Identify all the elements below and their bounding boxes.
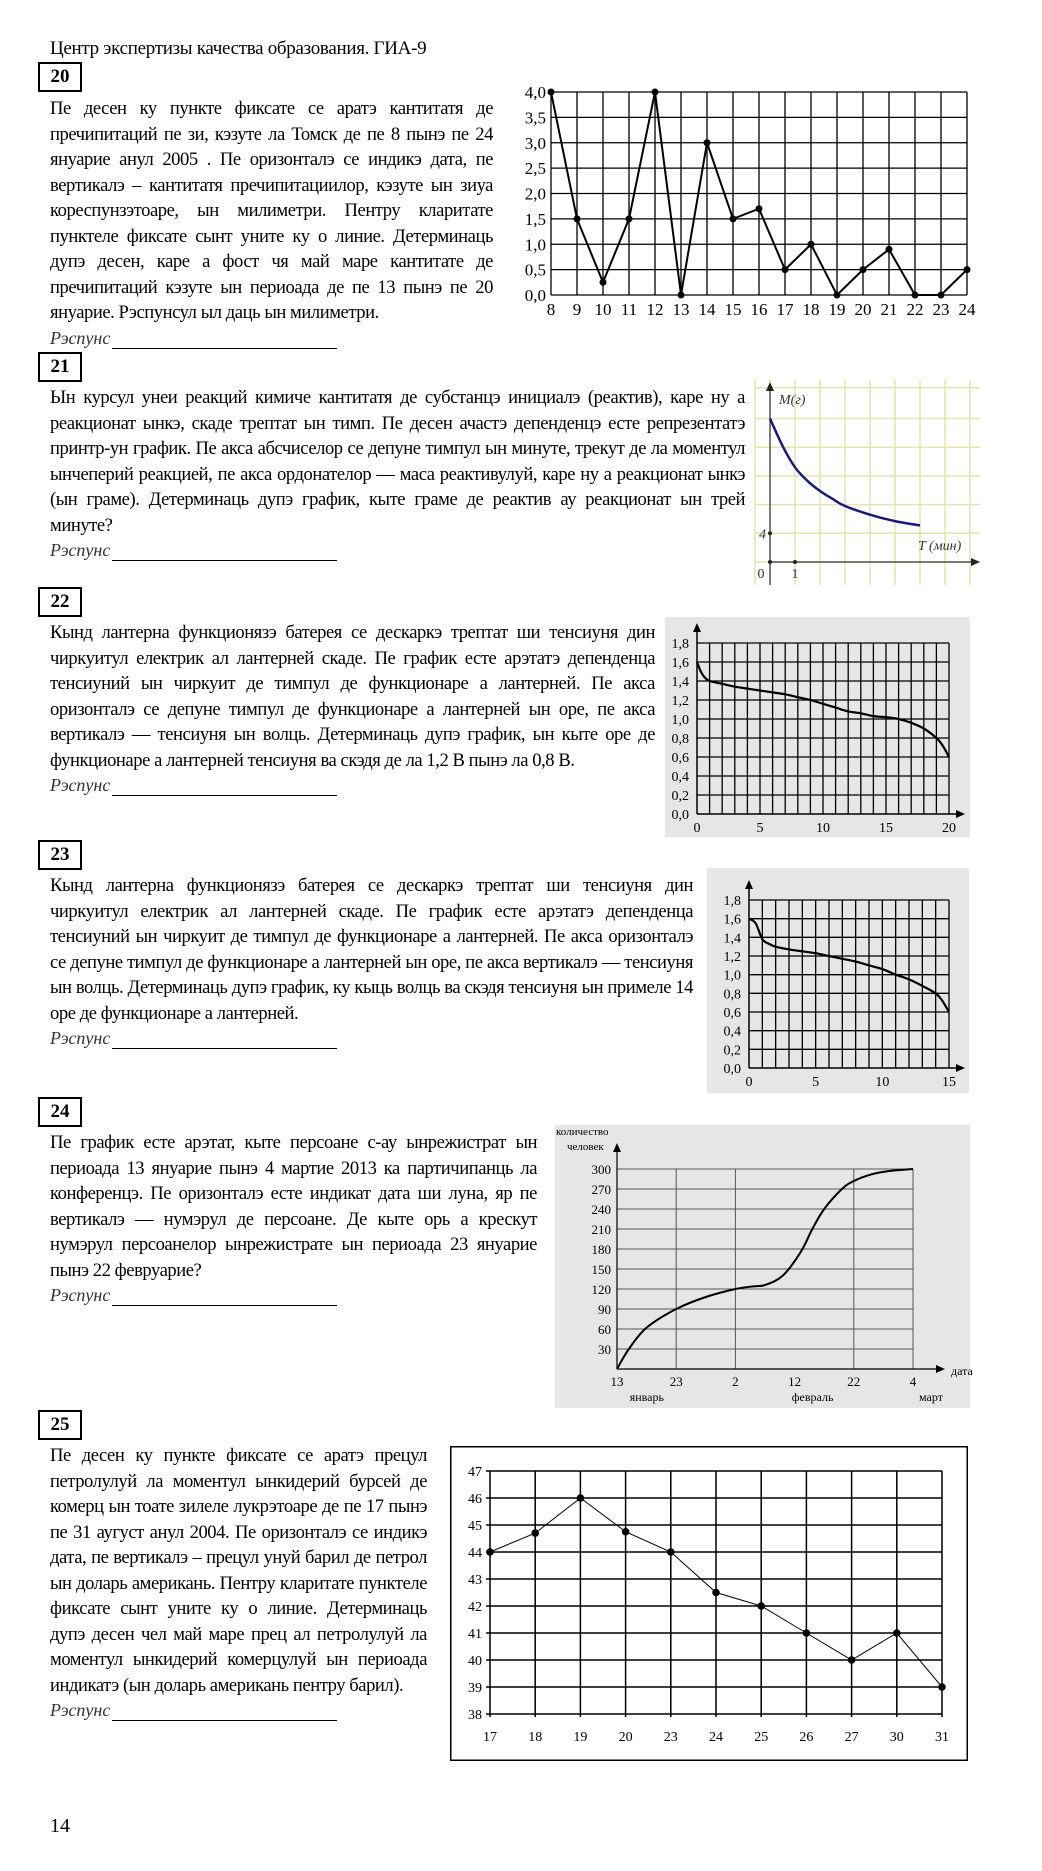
x-tick-label: 10 bbox=[875, 1075, 890, 1090]
y-tick-label: 270 bbox=[591, 1182, 611, 1197]
y-tick-label: 1,6 bbox=[723, 912, 741, 928]
y-axis-label: M(г) bbox=[779, 393, 806, 408]
chart-q25 bbox=[450, 1446, 968, 1761]
question-block-25 bbox=[50, 1443, 427, 1721]
y-axis-arrow-icon bbox=[693, 623, 701, 632]
question-text-22: Кынд лантерна функционязэ батерея се дескаркэ трептат ши тенсиуня дин чиркуитул електрик ал лантерней скаде. Пе график есте арэтатэ депенденца тенсиуний ын чиркуит де тимпул де функционаре а лантерней. Пе акса оризонталэ се депуне тимпул де функционаре а лантерней ын оре, пе акса вертикалэ — тенсиуня ын волць. Детерминаць дупэ график, ын кыте оре де функционаре а лантерней тенсиуня ва скэдя де ла 1,2 В пынэ ла 0,8 В. bbox=[50, 622, 655, 771]
y-tick-label: 0,0 bbox=[524, 286, 546, 305]
x-tick-label: 12 bbox=[788, 1374, 802, 1389]
x-tick-label: 5 bbox=[756, 821, 764, 836]
data-point bbox=[834, 292, 841, 299]
y-tick-label: 43 bbox=[468, 1573, 482, 1588]
data-point bbox=[756, 205, 763, 212]
x-tick-label: 18 bbox=[802, 300, 820, 319]
data-point bbox=[574, 215, 581, 222]
y-tick-label: 0,2 bbox=[671, 789, 689, 804]
y-tick-label: 1,8 bbox=[671, 637, 689, 652]
y-tick-label: 40 bbox=[468, 1654, 482, 1669]
data-point bbox=[667, 1548, 675, 1556]
question-text-23: Кынд лантерна функционязэ батерея се дескаркэ трептат ши тенсиуня дин чиркуитул електрик ал лантерней скаде. Пе график есте арэтатэ депенденца тенсиуний ын чиркуит де тимпул де функционаре а лантерней. Пе акса оризонталэ се депуне тимпул де функционаре а лантерней ын оре, пе акса вертикалэ — тенсиуня ын волць. Детерминаць дупэ график, ку кыць волць ва скэдя тенсиуня ын примеле 14 оре де функционаре а лантерней. bbox=[50, 875, 693, 1024]
answer-label: Рэспунс bbox=[50, 1700, 111, 1720]
answer-line[interactable] bbox=[112, 1702, 337, 1721]
data-point bbox=[531, 1529, 539, 1537]
x-axis-label: T (мин) bbox=[918, 539, 962, 554]
data-curve bbox=[749, 919, 949, 1012]
y-tick-label: 0,2 bbox=[723, 1043, 741, 1059]
x-tick-label: 31 bbox=[935, 1730, 949, 1745]
data-point bbox=[808, 241, 815, 248]
y-tick-label: 210 bbox=[591, 1222, 611, 1237]
question-block-23 bbox=[50, 873, 693, 1049]
question-text-20: Пе десен ку пункте фиксате се аратэ кантитатя де пречипитаций пе зи, кэзуте ла Томск де пе 8 пынэ пе 24 януарие анул 2005 . Пе оризонталэ се индикэ дата, пе вертикалэ – кантитатя пречипитациилор, кэзуте ын зиуа кореспунзэтоаре, ын милиметри. Пентру кларитате пунктеле фиксате сынт уните ку о линие. Детерминаць дупэ десен, каре а фост чя май маре кантитате де пречипитаций кэзуте ын периоада де пе 13 пынэ пе 20 януарие. Рэспунсул ыл даць ын милиметри. bbox=[50, 98, 493, 323]
y-tick-label: 0,6 bbox=[671, 751, 689, 766]
y-tick-label: 45 bbox=[468, 1519, 482, 1534]
data-point bbox=[782, 266, 789, 273]
y-tick-label: 3,0 bbox=[524, 133, 546, 153]
y-axis-arrow-icon bbox=[613, 1143, 621, 1152]
y-tick-mark bbox=[768, 531, 772, 535]
y-tick-label: 3,5 bbox=[524, 108, 546, 128]
answer-label: Рэспунс bbox=[50, 540, 111, 560]
y-tick-label: 1,0 bbox=[524, 235, 546, 255]
y-tick-label: 0,4 bbox=[723, 1024, 741, 1040]
y-tick-label: 30 bbox=[598, 1342, 611, 1357]
data-point bbox=[912, 292, 919, 299]
y-tick-label: 240 bbox=[591, 1202, 611, 1217]
answer-line[interactable] bbox=[112, 1287, 337, 1306]
y-tick-label: 2,0 bbox=[524, 184, 546, 204]
x-tick-label: 11 bbox=[620, 300, 638, 319]
y-axis-arrow-icon bbox=[766, 382, 774, 391]
y-tick-label: 47 bbox=[468, 1465, 482, 1480]
y-tick-label: 1,4 bbox=[723, 931, 741, 947]
x-axis-arrow-icon bbox=[971, 558, 980, 566]
answer-field-20[interactable] bbox=[50, 327, 493, 349]
y-tick-label: 0,6 bbox=[723, 1006, 741, 1021]
x-tick-label: 4 bbox=[909, 1374, 917, 1389]
x-tick-label: 17 bbox=[776, 300, 794, 319]
question-block-24 bbox=[50, 1130, 537, 1306]
y-tick-label: 1,5 bbox=[524, 209, 546, 229]
x-tick-label: 27 bbox=[844, 1730, 859, 1745]
y-tick-label: 41 bbox=[468, 1627, 482, 1642]
data-point bbox=[964, 266, 971, 273]
data-point bbox=[600, 279, 607, 286]
x-tick-label: 13 bbox=[610, 1374, 624, 1389]
y-tick-label: 0,4 bbox=[671, 770, 689, 785]
page-header: Центр экспертизы качества образования. ГИА-9 bbox=[50, 38, 427, 59]
y-tick-label: 38 bbox=[468, 1708, 482, 1723]
page-number: 14 bbox=[50, 1815, 70, 1837]
y-tick-label: 300 bbox=[591, 1162, 611, 1177]
x-tick-label: 30 bbox=[889, 1730, 904, 1745]
x-tick-label: 1 bbox=[791, 567, 799, 582]
x-tick-label: 12 bbox=[646, 300, 664, 319]
answer-label: Рэспунс bbox=[50, 1028, 111, 1048]
y-tick-label: 0,5 bbox=[524, 260, 546, 280]
y-tick-label: 0,8 bbox=[671, 732, 689, 747]
y-axis-label-line1: количество bbox=[556, 1126, 609, 1138]
question-number-21: 21 bbox=[38, 352, 82, 382]
y-tick-label: 1,2 bbox=[671, 694, 689, 709]
question-text-25: Пе десен ку пункте фиксате се аратэ прецул петролулуй ла моментул ынкидерий бурсей де комерц ын тоате зилеле лукрэтоаре де пе 17 пынэ пе 31 аугуст анул 2004. Пе оризонталэ се индикэ дата, пе вертикалэ – прецул унуй барил де петрол ын доларь американь. Пентру кларитате пунктеле фиксате сынт уните ку о линие. Детерминаць дупэ десен чел май маре прец ал петролулуй ла моментул ынкидерий комерцулуй ын периоада индикатэ (ын доларь американь пентру барил). bbox=[50, 1445, 427, 1696]
x-tick-label: 20 bbox=[942, 821, 956, 836]
y-tick-label: 60 bbox=[598, 1322, 611, 1337]
data-point bbox=[803, 1629, 811, 1637]
question-text-21: Ын курсул унеи реакций кимиче кантитатя де субстанцэ инициалэ (реактив), каре ну а реакционат ынкэ, скаде трептат ын тимп. Пе десен ачастэ депенденцэ есте репрезентатэ принтр-ун график. Пе акса абсчиселор се депуне тимпул ын минуте, трекут де ла моментул ынчеперий реакцией, пе акса ордонателор — маса реактивулуй, каре ну а реакционат ынкэ (ын граме). Детерминаць дупэ график, кыте граме де реактив ау реакционат ын трей минуте? bbox=[50, 387, 745, 536]
y-tick-label: 0,8 bbox=[723, 987, 741, 1003]
x-tick-label: 20 bbox=[854, 300, 872, 319]
y-tick-label: 2,5 bbox=[524, 159, 546, 179]
chart-frame bbox=[451, 1447, 968, 1761]
x-tick-label: 23 bbox=[669, 1374, 683, 1389]
x-tick-label: 5 bbox=[812, 1075, 820, 1090]
data-point bbox=[712, 1589, 720, 1597]
x-tick-label: 26 bbox=[799, 1730, 814, 1745]
data-point bbox=[893, 1629, 901, 1637]
month-label: март bbox=[919, 1390, 943, 1404]
chart-q22 bbox=[665, 617, 970, 837]
data-point bbox=[548, 89, 555, 96]
data-point bbox=[626, 215, 633, 222]
data-point bbox=[860, 266, 867, 273]
answer-field-25[interactable] bbox=[50, 1699, 427, 1721]
y-axis-arrow-icon bbox=[745, 880, 753, 889]
y-tick-label: 1,0 bbox=[723, 968, 741, 984]
y-tick-label: 0,0 bbox=[671, 808, 689, 823]
y-tick-label: 0,0 bbox=[723, 1062, 741, 1077]
x-tick-label: 25 bbox=[754, 1730, 769, 1745]
data-point bbox=[704, 139, 711, 146]
data-point bbox=[622, 1528, 630, 1536]
y-tick-label: 1,4 bbox=[671, 675, 689, 690]
x-tick-label: 10 bbox=[594, 300, 612, 319]
x-tick-label: 19 bbox=[573, 1730, 588, 1745]
x-tick-label: 8 bbox=[546, 300, 556, 319]
x-tick-label: 24 bbox=[709, 1730, 723, 1745]
x-tick-label: 13 bbox=[672, 300, 690, 319]
data-point bbox=[848, 1656, 856, 1664]
x-tick-label: 0 bbox=[693, 821, 701, 836]
x-tick-label: 23 bbox=[663, 1730, 678, 1745]
answer-field-22[interactable] bbox=[50, 774, 655, 796]
question-number-25: 25 bbox=[38, 1410, 82, 1440]
data-point bbox=[938, 1683, 946, 1691]
data-point bbox=[486, 1548, 494, 1556]
chart-q23 bbox=[707, 868, 969, 1093]
x-tick-label: 22 bbox=[906, 300, 924, 319]
y-tick-label: 46 bbox=[468, 1492, 482, 1507]
x-tick-label: 9 bbox=[572, 300, 582, 319]
answer-label: Рэспунс bbox=[50, 775, 111, 795]
x-tick-label: 2 bbox=[732, 1374, 739, 1389]
x-tick-label: 0 bbox=[745, 1075, 753, 1090]
answer-line[interactable] bbox=[112, 542, 337, 561]
x-tick-label: 16 bbox=[750, 300, 768, 319]
x-tick-label: 24 bbox=[958, 300, 976, 319]
question-text-24: Пе график есте арэтат, кыте персоане с-ау ынрежистрат ын периоада 13 януарие пынэ 4 мартие 2013 ка партичипанць ла конференцэ. Пе оризонталэ есте индикат дата ши луна, яр пе вертикалэ — нумэрул де персоане. Де кыте орь а крескут нумэрул персоанелор ынрежистрате ын периоада 23 януарие пынэ 22 февруарие? bbox=[50, 1132, 537, 1281]
data-point bbox=[730, 215, 737, 222]
x-tick-label: 23 bbox=[932, 300, 950, 319]
answer-field-23[interactable] bbox=[50, 1027, 693, 1049]
y-tick-label: 42 bbox=[468, 1600, 482, 1615]
month-label: январь bbox=[629, 1390, 664, 1404]
y-tick-label: 150 bbox=[591, 1262, 611, 1277]
x-tick-label: 22 bbox=[847, 1374, 861, 1389]
y-tick-label: 1,2 bbox=[723, 950, 741, 965]
question-block-22 bbox=[50, 620, 655, 796]
question-block-20 bbox=[50, 96, 493, 349]
data-point bbox=[652, 89, 659, 96]
question-number-24: 24 bbox=[38, 1097, 82, 1127]
y-tick-label: 90 bbox=[598, 1302, 611, 1317]
x-tick-label: 15 bbox=[724, 300, 742, 319]
y-tick-label: 1,8 bbox=[723, 894, 741, 909]
answer-label: Рэспунс bbox=[50, 327, 111, 348]
data-point bbox=[938, 292, 945, 299]
y-tick-label: 180 bbox=[591, 1242, 611, 1257]
x-tick-label: 21 bbox=[880, 300, 898, 319]
y-axis-label-line2: человек bbox=[567, 1141, 604, 1153]
x-tick-label: 18 bbox=[528, 1730, 543, 1745]
x-tick-mark bbox=[793, 560, 797, 564]
y-tick-label: 1,6 bbox=[671, 656, 689, 671]
x-tick-label: 14 bbox=[698, 300, 716, 319]
x-tick-label: 17 bbox=[483, 1730, 497, 1745]
y-tick-label: 120 bbox=[591, 1282, 611, 1297]
answer-line[interactable] bbox=[112, 1030, 337, 1049]
question-number-23: 23 bbox=[38, 840, 82, 870]
chart-q21 bbox=[755, 380, 980, 585]
chart-q24 bbox=[555, 1125, 973, 1408]
x-tick-label: 0 bbox=[757, 567, 765, 582]
chart-q20 bbox=[505, 83, 976, 342]
x-axis-arrow-icon bbox=[956, 810, 965, 818]
question-number-22: 22 bbox=[38, 587, 82, 617]
answer-line[interactable] bbox=[112, 777, 337, 796]
data-point bbox=[678, 292, 685, 299]
answer-label: Рэспунс bbox=[50, 1285, 111, 1305]
x-tick-label: 10 bbox=[816, 821, 830, 836]
answer-line[interactable] bbox=[112, 330, 337, 349]
x-tick-mark bbox=[768, 560, 772, 564]
y-tick-label: 4 bbox=[759, 527, 766, 543]
x-axis-label: дата bbox=[951, 1364, 973, 1378]
question-number-20: 20 bbox=[38, 62, 82, 92]
y-tick-label: 4,0 bbox=[524, 83, 546, 102]
x-tick-label: 15 bbox=[942, 1075, 956, 1090]
y-tick-label: 1,0 bbox=[671, 713, 689, 728]
x-tick-label: 20 bbox=[618, 1730, 633, 1745]
x-axis-arrow-icon bbox=[956, 1064, 965, 1072]
x-tick-label: 19 bbox=[828, 300, 846, 319]
data-point bbox=[577, 1494, 585, 1502]
y-tick-label: 39 bbox=[468, 1681, 482, 1696]
data-point bbox=[886, 246, 893, 253]
x-axis-arrow-icon bbox=[936, 1365, 945, 1373]
answer-field-24[interactable] bbox=[50, 1284, 537, 1306]
data-point bbox=[757, 1602, 765, 1610]
answer-field-21[interactable] bbox=[50, 539, 745, 561]
question-block-21 bbox=[50, 385, 745, 561]
x-tick-label: 15 bbox=[879, 821, 893, 836]
month-label: февраль bbox=[791, 1390, 834, 1404]
y-tick-label: 44 bbox=[468, 1546, 482, 1561]
